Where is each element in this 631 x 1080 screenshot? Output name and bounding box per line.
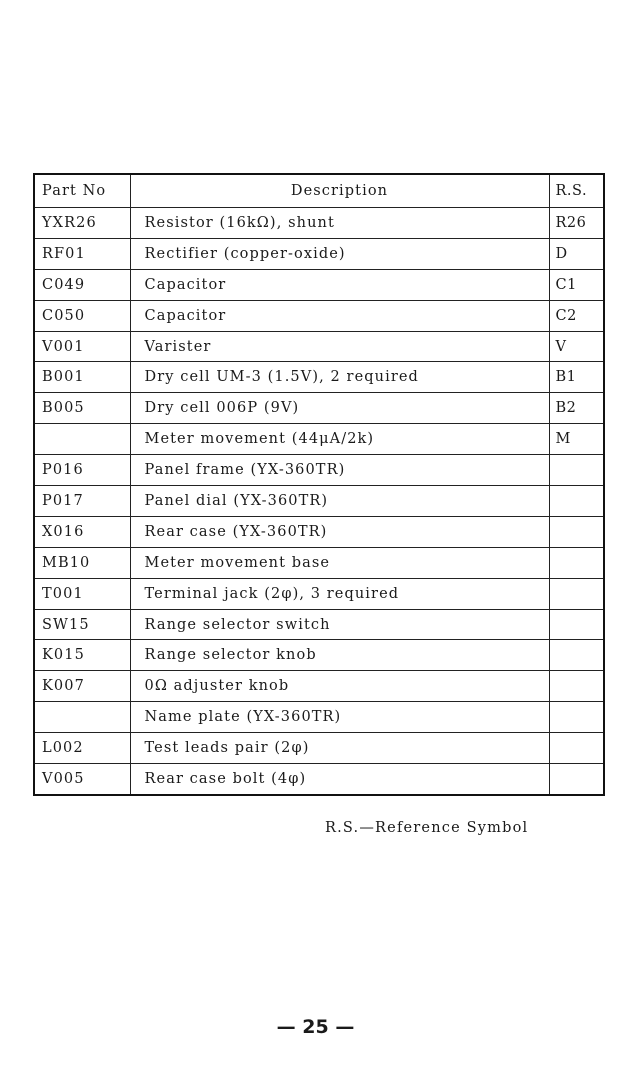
description-cell: 0Ω adjuster knob — [130, 671, 549, 702]
description-cell: Varister — [130, 331, 549, 362]
part-no-cell: C050 — [34, 300, 130, 331]
description-cell: Meter movement base — [130, 547, 549, 578]
description-cell: Resistor (16kΩ), shunt — [130, 208, 549, 239]
part-no-cell: V001 — [34, 331, 130, 362]
reference-symbol-cell — [549, 547, 604, 578]
reference-symbol-cell: R26 — [549, 208, 604, 239]
reference-symbol-cell — [549, 516, 604, 547]
header-reference-symbol: R.S. — [549, 174, 604, 208]
description-cell: Rectifier (copper-oxide) — [130, 238, 549, 269]
part-no-cell — [34, 424, 130, 455]
reference-symbol-cell — [549, 578, 604, 609]
table-row — [34, 609, 604, 640]
description-cell: Test leads pair (2φ) — [130, 733, 549, 764]
parts-table — [33, 173, 605, 796]
description-cell: Capacitor — [130, 269, 549, 300]
table-row — [34, 486, 604, 517]
description-cell: Meter movement (44μA/2k) — [130, 424, 549, 455]
table-row — [34, 300, 604, 331]
table-row — [34, 640, 604, 671]
part-no-cell: MB10 — [34, 547, 130, 578]
table-row — [34, 671, 604, 702]
part-no-cell: L002 — [34, 733, 130, 764]
reference-symbol-cell — [549, 764, 604, 795]
reference-symbol-cell: D — [549, 238, 604, 269]
part-no-cell: K015 — [34, 640, 130, 671]
table-row — [34, 764, 604, 795]
table-body — [34, 208, 604, 795]
table-row — [34, 208, 604, 239]
reference-symbol-cell — [549, 455, 604, 486]
page-number: — 25 — — [276, 1016, 355, 1038]
reference-symbol-cell: C2 — [549, 300, 604, 331]
table-row — [34, 393, 604, 424]
part-no-cell: T001 — [34, 578, 130, 609]
table-row — [34, 455, 604, 486]
table-row — [34, 269, 604, 300]
table-row — [34, 547, 604, 578]
part-no-cell: P016 — [34, 455, 130, 486]
reference-symbol-cell: V — [549, 331, 604, 362]
reference-symbol-cell: M — [549, 424, 604, 455]
table-row — [34, 362, 604, 393]
reference-symbol-cell: B1 — [549, 362, 604, 393]
description-cell: Dry cell 006P (9V) — [130, 393, 549, 424]
reference-symbol-cell — [549, 486, 604, 517]
description-cell: Panel frame (YX-360TR) — [130, 455, 549, 486]
header-part-no: Part No — [34, 174, 130, 208]
header-description: Description — [130, 174, 549, 208]
table-row — [34, 424, 604, 455]
table-row — [34, 578, 604, 609]
table-row — [34, 238, 604, 269]
part-no-cell: C049 — [34, 269, 130, 300]
reference-symbol-cell — [549, 640, 604, 671]
description-cell: Terminal jack (2φ), 3 required — [130, 578, 549, 609]
reference-symbol-cell — [549, 671, 604, 702]
part-no-cell: K007 — [34, 671, 130, 702]
table-row — [34, 516, 604, 547]
table-row — [34, 702, 604, 733]
part-no-cell: B001 — [34, 362, 130, 393]
description-cell: Name plate (YX-360TR) — [130, 702, 549, 733]
part-no-cell: YXR26 — [34, 208, 130, 239]
description-cell: Panel dial (YX-360TR) — [130, 486, 549, 517]
part-no-cell: SW15 — [34, 609, 130, 640]
reference-symbol-note: R.S.—Reference Symbol — [325, 820, 529, 836]
description-cell: Rear case (YX-360TR) — [130, 516, 549, 547]
description-cell: Capacitor — [130, 300, 549, 331]
part-no-cell: P017 — [34, 486, 130, 517]
reference-symbol-cell: C1 — [549, 269, 604, 300]
reference-symbol-cell — [549, 733, 604, 764]
description-cell: Range selector knob — [130, 640, 549, 671]
part-no-cell: RF01 — [34, 238, 130, 269]
description-cell: Range selector switch — [130, 609, 549, 640]
table-row — [34, 733, 604, 764]
reference-symbol-cell — [549, 702, 604, 733]
reference-symbol-cell: B2 — [549, 393, 604, 424]
part-no-cell — [34, 702, 130, 733]
part-no-cell: V005 — [34, 764, 130, 795]
part-no-cell: X016 — [34, 516, 130, 547]
description-cell: Rear case bolt (4φ) — [130, 764, 549, 795]
description-cell: Dry cell UM-3 (1.5V), 2 required — [130, 362, 549, 393]
table-row — [34, 331, 604, 362]
table-header-row — [34, 174, 604, 208]
part-no-cell: B005 — [34, 393, 130, 424]
reference-symbol-cell — [549, 609, 604, 640]
